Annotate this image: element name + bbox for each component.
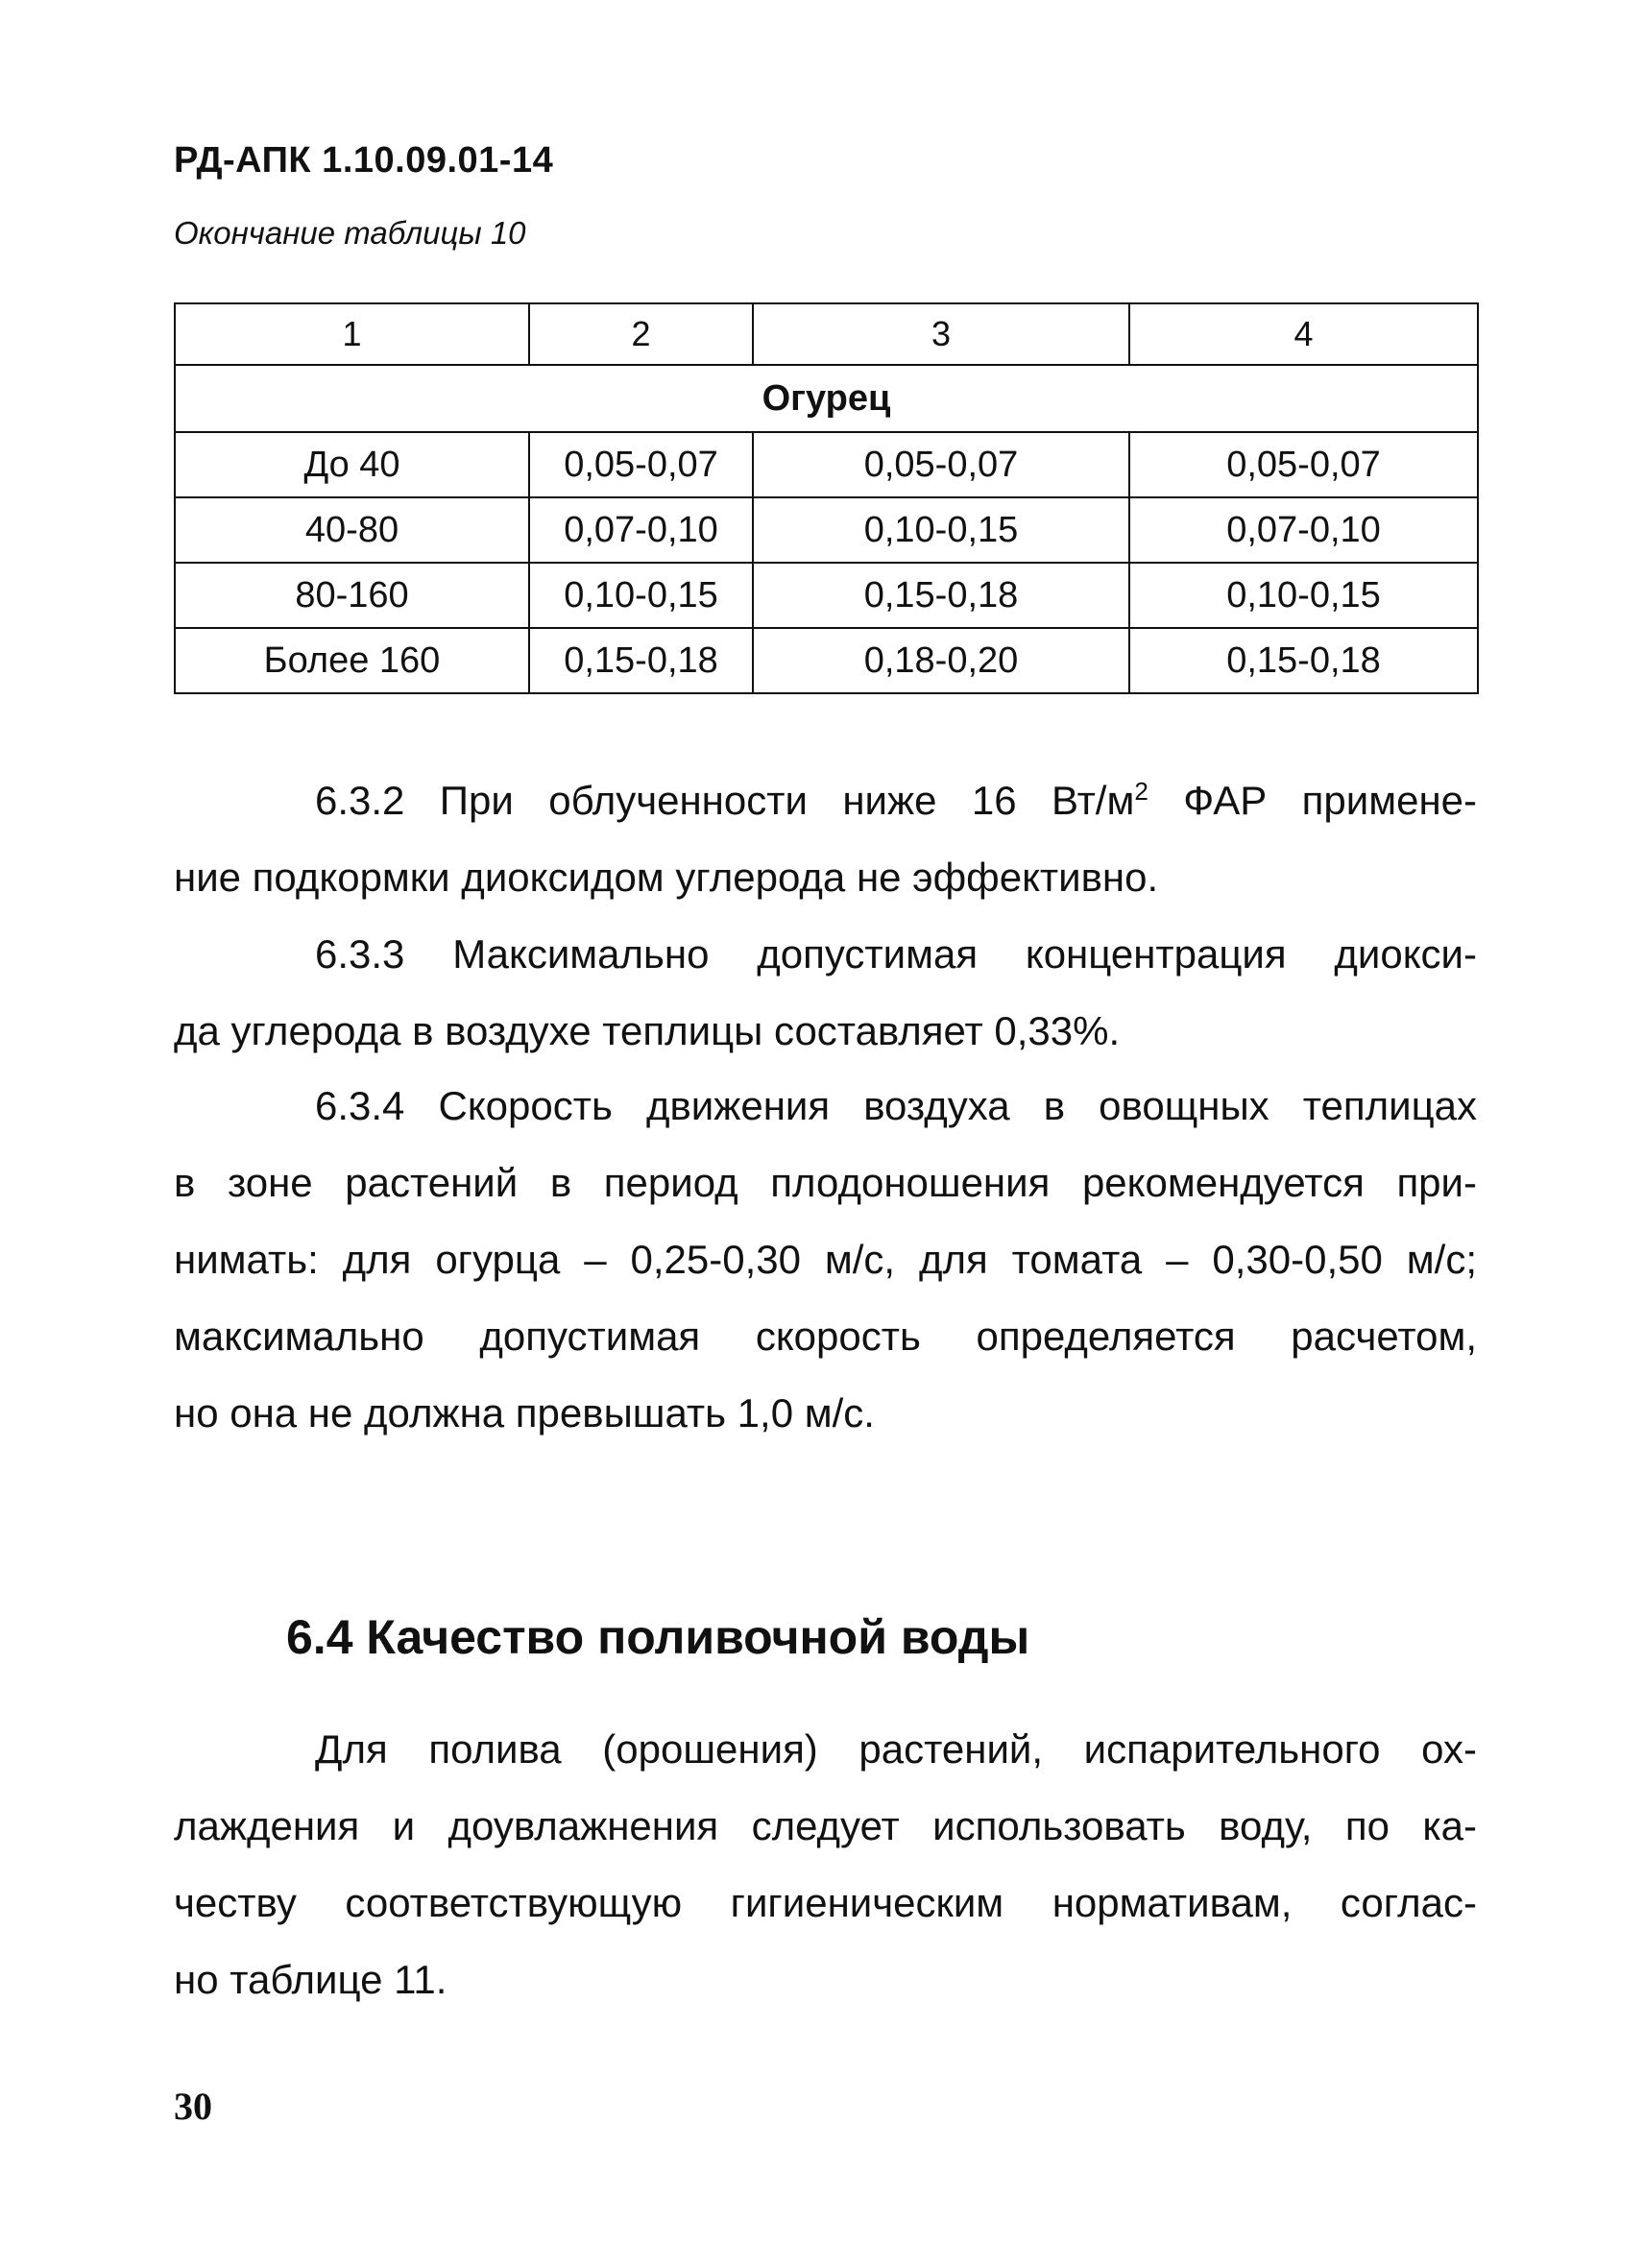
section-heading: 6.4 Качество поливочной воды — [286, 1610, 1030, 1664]
paragraph-6-3-3 — [174, 916, 1477, 1070]
paragraph-line: нимать: для огурца – 0,25-0,30 м/с, для томата – 0,30-0,50 м/с; — [174, 1237, 1477, 1282]
paragraph-line: да углерода в воздухе теплицы составляет 0,33%. — [174, 1008, 1121, 1053]
table-cell: 0,15-0,18 — [753, 563, 1129, 628]
column-number: 1 — [175, 303, 529, 365]
table-row — [175, 497, 1478, 563]
table-cell: 0,15-0,18 — [1129, 628, 1478, 693]
table-cell: 0,10-0,15 — [753, 497, 1129, 563]
paragraph-line: но она не должна превышать 1,0 м/с. — [174, 1390, 875, 1436]
text-run: ФАР примене- — [1148, 778, 1477, 823]
table-row — [175, 563, 1478, 628]
paragraph-line: 6.3.4 Скорость движения воздуха в овощных теплицах — [315, 1083, 1477, 1128]
column-number: 4 — [1129, 303, 1478, 365]
table-cell: 0,05-0,07 — [1129, 432, 1478, 497]
table-caption: Окончание таблицы 10 — [174, 215, 526, 251]
table-cell: 40-80 — [175, 497, 529, 563]
superscript: 2 — [1134, 777, 1148, 806]
paragraph-6-3-4 — [174, 1068, 1477, 1452]
document-code: РД-АПК 1.10.09.01-14 — [174, 140, 554, 181]
paragraph-line: максимально допустимая скорость определяется расчетом, — [174, 1314, 1477, 1359]
column-number: 2 — [529, 303, 753, 365]
table-cell: 0,07-0,10 — [1129, 497, 1478, 563]
data-table — [174, 302, 1479, 694]
table-section-row — [175, 365, 1478, 432]
paragraph-line: но таблице 11. — [174, 1957, 447, 2002]
table-cell: 0,15-0,18 — [529, 628, 753, 693]
table-cell: 0,10-0,15 — [1129, 563, 1478, 628]
table-cell: 80-160 — [175, 563, 529, 628]
table-cell: 0,18-0,20 — [753, 628, 1129, 693]
paragraph-line: 6.3.3 Максимально допустимая концентрация диокси- — [315, 931, 1477, 977]
paragraph-line: честву соответствующую гигиеническим нормативам, соглас- — [174, 1880, 1477, 1925]
paragraph-line — [174, 762, 1477, 839]
column-number: 3 — [753, 303, 1129, 365]
table-row — [175, 432, 1478, 497]
table-section-title: Огурец — [175, 365, 1478, 432]
page-number: 30 — [174, 2085, 212, 2128]
paragraph-line: в зоне растений в период плодоношения рекомендуется при- — [174, 1160, 1477, 1205]
table-cell: 0,05-0,07 — [753, 432, 1129, 497]
paragraph-6-3-2 — [174, 762, 1477, 916]
table-cell: 0,10-0,15 — [529, 563, 753, 628]
table-column-numbers — [175, 303, 1478, 365]
paragraph-line: Для полива (орошения) растений, испарительного ох- — [315, 1726, 1477, 1772]
table-row — [175, 628, 1478, 693]
table-cell: 0,05-0,07 — [529, 432, 753, 497]
table-cell: До 40 — [175, 432, 529, 497]
paragraph-section-6-4 — [174, 1711, 1477, 2018]
paragraph-line: ние подкормки диоксидом углерода не эффективно. — [174, 855, 1159, 900]
table-cell: Более 160 — [175, 628, 529, 693]
paragraph-line: лаждения и доувлажнения следует использовать воду, по ка- — [174, 1803, 1477, 1848]
table-cell: 0,07-0,10 — [529, 497, 753, 563]
text-run: 6.3.2 При облученности ниже 16 Вт/м — [315, 778, 1135, 823]
